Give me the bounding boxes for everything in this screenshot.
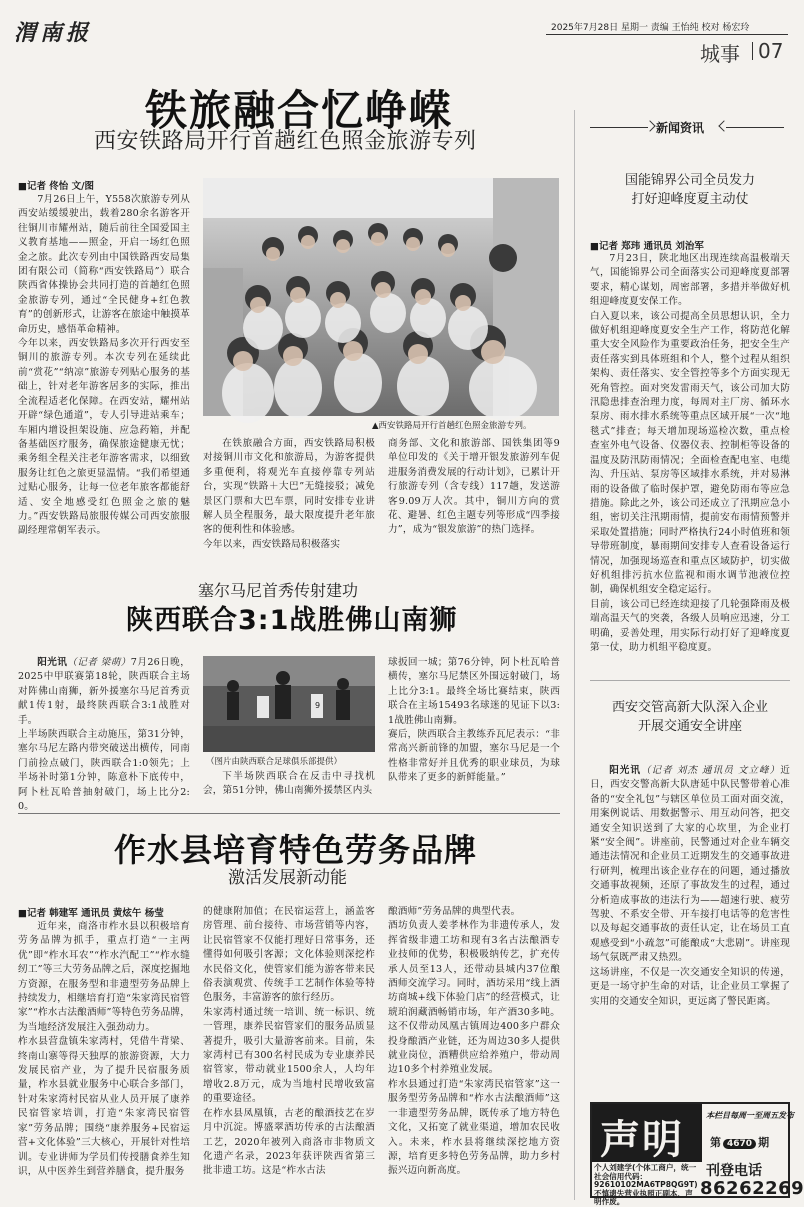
story3-subheadline: 激活发展新动能 xyxy=(228,868,347,888)
train-group-photo xyxy=(203,178,559,416)
story3-byline: ■记者 韩建军 通讯员 黄炫午 杨莹 xyxy=(18,908,164,919)
story2-col3-text: 球扳回一城；第76分钟，阿卜杜瓦哈普横传，塞尔马尼禁区外围远射破门，场上比分3:1。最终全场比赛结束，陕西联合在主场15493名球迷的见证下以3:1战胜佛山南狮。 赛后，陕西联合主教练乔瓦尼表示：“非常高兴新前锋的加盟，塞尔马尼是一个性格非常好并且优秀的职业球员，为球队带来了更多的新鲜能量。” xyxy=(388,657,560,784)
story1-byline: ■记者 佟怡 文/图 xyxy=(18,181,95,192)
sidebar-item2-body xyxy=(590,764,790,1044)
football-match-photo-art xyxy=(203,656,375,752)
notice-body: 个人刘建学(个体工商户，统一社会信用代码：92610102MA6TP8QG9T)不慎遗失营业执照正副本，声明作废。 xyxy=(594,1163,698,1206)
masthead-rule xyxy=(546,34,788,35)
story2-lead: 阳光讯 xyxy=(37,657,68,668)
newspaper-logo: 渭南报 xyxy=(14,20,93,46)
notice-issue-suffix: 期 xyxy=(758,1136,770,1149)
sidebar-item2-lead-note: （记者 刘杰 通讯员 文立峰） xyxy=(640,765,781,776)
sidebar-item2-text: 近日，西安交警高新大队唐延中队民警带着心准备的“安全礼包”与辖区单位员工面对面交流，用案例说话、用数据警示、用互动问答，把交通安全知识送到了大家的心坎里，为企业打紧“安全阀”。讲座前，民警通过对企业车辆交通违法情况和企业员工近期发生的交通事故进行研判，梳理出该企业存在的问题，通过播放交通事故视频，还原了事故发生的过程，通过分析造成事故的违法行为——超速行驶、疲劳驾驶、不系安全带、开车接打电话等的危害性以及每起交通事故的责任认定，让在场员工直观感受到“小疏忽”可能酿成“大悲剧”。讲座现场气氛既严肃又热烈。 这场讲座，不仅是一次交通安全知识的传递，更是一场守护生命的对话，让企业员工掌握了实用的交通安全知识，更远离了警民距离。 xyxy=(590,765,790,1007)
story1-col3 xyxy=(388,437,560,563)
sidebar-item2-headline-1: 西安交管高新大队深入企业 xyxy=(611,700,768,715)
section-divider xyxy=(752,42,753,60)
notice-phone-number: 86262269 xyxy=(700,1178,804,1199)
story1-headline: 铁旅融合忆峥嵘 xyxy=(145,86,454,135)
notice-issue-label: 第 xyxy=(710,1136,721,1149)
sidebar-item2-lead: 阳光讯 xyxy=(609,765,641,776)
sidebar-section-label: 新闻资讯 xyxy=(656,121,705,135)
story3-col1 xyxy=(18,920,190,1195)
story2-bottom-rule xyxy=(18,813,560,814)
story1-subheadline: 西安铁路局开行首趟红色照金旅游专列 xyxy=(94,129,477,154)
story1-col1-text: 7月26日上午，Y558次旅游专列从西安站缓缓驶出，载着280余名游客开往铜川市耀州站，随后前往全国爱国主义教育基地——照金，开启一场红色照金之旅。此次专列由中国铁路西安局集团有限公司（简称“西安铁路局”）联合陕西省体操协会共同打造的首趟红色照金旅游专列，通过“全民健身+红色教育”的创新形式，让游客在旅途中触摸革命历史，感悟革命精神。 今年以来，西安铁路局多次开行西安至铜川的旅游专列。本次专列在延续此前“赏花”“纳凉”旅游专列贴心服务的基础上，针对老年游客居多的实际，推出全流程适老化保障。在西安站，耀州站开辟“绿色通道”，专人引导进站乘车；车厢内增设担架设施、应急药箱，并配备基础医疗服务，确保旅途健康无忧；乘务组全程关注老年游客需求，以细致服务让红色之旅更显温情。“我们希望通过贴心服务，让每一位老年旅客都能舒适、安全地感受红色照金之旅的魅力。”西安铁路局旅服传媒公司西安旅服副经理常朝军表示。 xyxy=(18,194,190,537)
notice-schedule: 本栏目每周一至周五发布 xyxy=(706,1110,794,1120)
svg-text:9: 9 xyxy=(315,701,321,710)
story1-col3-text: 商务部、文化和旅游部、国铁集团等9单位印发的《关于增开银发旅游列车促进服务消费发展的行动计划》，已累计开行旅游专列（含专线）117趟，发送游客9.09万人次。其中，铜川方向的赏花、避暑、红色主题专列等形成“四季接力”，成为“银发旅游”的热门选择。 xyxy=(388,438,560,536)
story3-col3-text: 酿酒师”劳务品牌的典型代表。 酒坊负责人姜孝林作为非遗传承人，发挥省级非遗工坊和现有3名古法酿酒专业技师的优势，积极吸纳传艺，扩充传承人员至13人，还带动县城内37位酿酒师交流学习。同时，酒坊采用“线上酒坊商城+线下体验门店”的经营模式，让琥珀润藏酒畅销市场，年产酒30多吨。这不仅带动凤凰古镇周边400多户群众投身酿酒产业链，还为周边30多人提供就业岗位，酒糟供应给养殖户，带动周边10多个村养殖业发展。 柞水县通过打造“朱家湾民宿管家”这一服务型劳务品牌和“柞水古法酿酒师”这一非遗型劳务品牌，既传承了地方特色文化，又拓宽了就业渠道，增加农民收入。未来，柞水县将继续深挖地方资源，培育更多特色劳务品牌，助力乡村振兴迈向新高度。 xyxy=(388,906,560,1177)
page-number: 07 xyxy=(758,39,784,63)
story1-col2 xyxy=(203,437,375,563)
story3-col2 xyxy=(203,905,375,1195)
story2-lead-note: （记者 梁萌） xyxy=(67,657,131,668)
sidebar-item1-headline-1: 国能锦界公司全员发力 xyxy=(624,173,755,188)
story2-col1-text: 7月26日晚，2025中甲联赛第18轮，陕西联合主场对阵佛山南狮，新外援塞尔马尼首秀贡献1传1射，最终陕西联合3:1战胜对手。 上半场陕西联合主动施压，第31分钟，塞尔马尼左路内带突破送出横传，同南门前捡点破门，陕西联合1:0领先；上半场补时第1分钟，陈意朴下底传中，阿卜杜瓦哈普抽射破门，场上比分2:0。 xyxy=(18,657,190,813)
story2-photo-caption: （图片由陕西联合足球俱乐部提供） xyxy=(206,757,343,767)
sidebar-item1-byline: ■记者 郑玮 通讯员 刘治军 xyxy=(590,241,704,252)
football-match-photo xyxy=(203,656,375,752)
notice-ad-box xyxy=(590,1102,804,1206)
story3-col3 xyxy=(388,905,560,1195)
sidebar-item1-body xyxy=(590,252,790,672)
sidebar-item1-headline xyxy=(590,171,790,209)
dateline: 2025年7月28日 星期一 责编 王怡纯 校对 杨宏玲 xyxy=(551,23,750,33)
section-label: 城事 xyxy=(700,42,740,66)
story2-col2 xyxy=(203,770,375,800)
story3-headline: 作水县培育特色劳务品牌 xyxy=(114,831,478,869)
sidebar-item2-headline xyxy=(590,698,790,736)
train-group-photo-art xyxy=(203,178,559,416)
story3-col1-text: 近年来，商洛市柞水县以积极培育劳务品牌为抓手，重点打造“一主两优”即“柞水耳农”“柞水汽配工”“柞水缝纫工”等三大劳务品牌之后，深度挖掘地方资源，在服务型和非遗型劳务品牌上持续发力，相继培育打造“朱家湾民宿管家”“柞水古法酿酒师”等特色劳务品牌，为当地经济发展注入强劲动力。 柞水县营盘镇朱家湾村，凭借牛背梁、终南山寨等得天独厚的旅游资源，大力发展民宿产业，为了提升民宿服务质量，柞水县就业服务中心联合多部门，针对朱家湾村民宿从业人员开展了康养民宿管家培训，打造“朱家湾民宿管家”劳务品牌；围绕“康养服务+民宿运营+文化体验”三大核心，开展针对性培训。专业讲师为学员们传授膳食养生知识，从中医养生到营养膳食，提升服务 xyxy=(18,921,191,1177)
sidebar-item1-headline-2: 打好迎峰度夏主动仗 xyxy=(631,192,749,207)
story2-col3 xyxy=(388,656,560,798)
sidebar-header xyxy=(590,118,790,138)
story1-photo-caption: ▲西安铁路局开行首趟红色照金旅游专列。 xyxy=(372,421,532,431)
notice-issue xyxy=(710,1134,769,1150)
sidebar-item2-headline-2: 开展交通安全讲座 xyxy=(637,719,742,734)
story1-col2-text: 在铁旅融合方面，西安铁路局积极对接铜川市文化和旅游局，为游客提供多重便利，将观光车直接停靠专列站台，实现“铁路＋大巴”无缝接驳；减免景区门票和大巴车票，同时安排专业讲解人员全程服务，最大限度提升老年旅客的便利性和体验感。 今年以来，西安铁路局积极落实 xyxy=(203,438,375,550)
sidebar-item1-text: 7月23日，陕北地区出现连续高温极端天气，国能锦界公司全面落实公司迎峰度夏部署要求，精心谋划，周密部署，多措并举做好机组迎峰度夏安保工作。 白入夏以来，该公司提高全员思想认识，全力做好机组迎峰度夏安全生产工作，将防范化解重大安全风险作为重要政治任务，把安全生产责任落实到具体班组和个人，整个过程从组织架构、责任落实、安全管控等多个方面实现无死角管控。面对突发雷雨天气，该公司加大防汛隐患排查治理力度，每周对主厂房、循环水泵房、雨水排水系统等重点区域开展“一次“地毯式”排查；每天增加现场巡检次数，重点检查室外电气设备、仪器仪表、控制柜等设备的温度及防汛防雨情况；全面检查配电室、电缆沟、升压站、泵房等区域排水系统，并对易淋雨的设备做了临时保护罩，避免防雨布等应急措施。除此之外，该公司还成立了汛期应急小组，密切关注汛期雨情，提前安布雨情预警并采取处置措施；同时严格执行24小时值班和领导带班制度，暴雨期间安排专人查看设备运行情况，加强现场巡查和重点区域防护，切实做好机组排污抗水位监视和雨水调节池液位控制，确保机组安全稳定运行。 目前，该公司已经连续迎接了几轮强降雨及极端高温天气的突袭，各级人员响应迅速，分工明确，妥善处理，用实际行动打好了迎峰度夏第一仗，助力机组平稳度夏。 xyxy=(590,253,790,653)
masthead xyxy=(0,0,799,64)
notice-title-block xyxy=(592,1104,702,1162)
story1-col1 xyxy=(18,193,190,565)
story2-kicker: 塞尔马尼首秀传射建功 xyxy=(198,581,359,600)
story2-headline: 陕西联合3:1战胜佛山南狮 xyxy=(126,605,458,636)
sidebar-item-separator xyxy=(590,680,790,681)
sidebar-divider xyxy=(574,110,575,1200)
story3-col2-text: 的健康附加值；在民宿运营上，涵盖客房管理、前台接待、市场营销等内容，让民宿管家不仅能打理好日常事务，还懂得如何吸引客源；文化体验则深挖柞水民俗文化，使管家们能为游客带来民俗表演观赏、传统手工艺制作体验等特色服务，丰富游客的旅行经历。 朱家湾村通过统一培训、统一标识、统一管理，康养民宿管家们的服务品质显著提升，吸引大量游客前来。目前，朱家湾村已有300名村民成为专业康养民宿管家，带动就业1500余人，人均年增收2.8万元，成为当地村民增收致富的重要途径。 在柞水县凤凰镇，古老的酿酒技艺在岁月中沉淀。博盛翠酒坊传承的古法酿酒工艺，2020年被列入商洛市非物质文化遗产名录，2023年获评陕西省第三批非遗工坊。这是“柞水古法 xyxy=(203,906,375,1177)
notice-phone-label: 刊登电话 xyxy=(706,1163,762,1179)
notice-issue-number: 4670 xyxy=(723,1139,756,1149)
notice-title: 声明 xyxy=(600,1117,684,1163)
story2-col1 xyxy=(18,656,190,813)
story2-col2-text: 下半场陕西联合在反击中寻找机会，第51分钟，佛山南狮外援禁区内头 xyxy=(203,771,375,797)
